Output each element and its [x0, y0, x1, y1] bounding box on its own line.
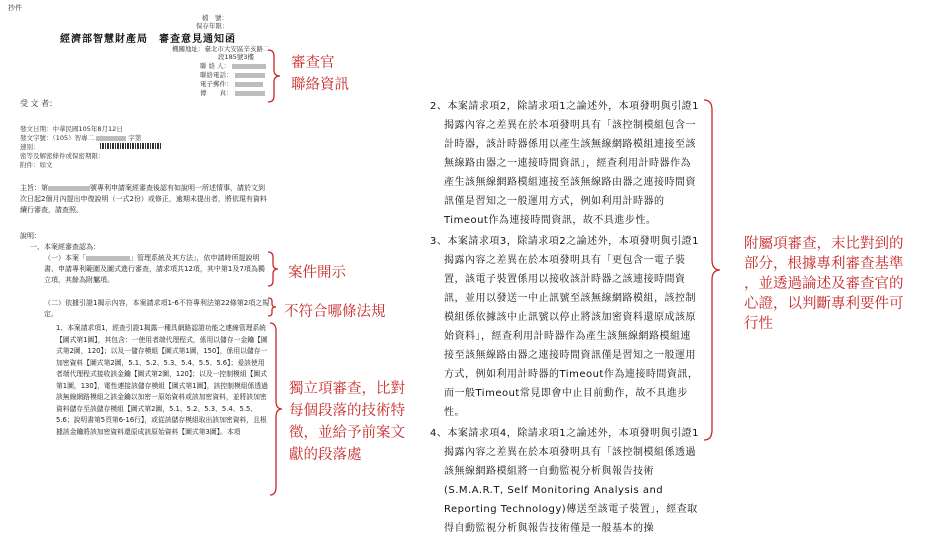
annotation-line: 聯絡資訊 [291, 77, 349, 93]
annotation-line: 獨立項審查，比對 [289, 381, 405, 397]
attachment-field: 附件：如文 [20, 161, 53, 169]
explanation-label: 說明： [20, 232, 41, 240]
annotation-dependent-review [744, 234, 904, 334]
claim-3-number: 3、 [430, 236, 448, 247]
issue-number [20, 134, 141, 143]
redaction-bar [86, 256, 130, 261]
annotation-violated-law: 不符合哪條法規 [284, 304, 386, 320]
subject-block [20, 183, 270, 216]
annotation-line: 行性 [744, 316, 773, 332]
case-disclosure-prefix: （一）本案「 [44, 254, 86, 262]
redaction-bar [235, 91, 265, 96]
brace-dependent-review [704, 100, 720, 440]
issue-number-suffix: 字第 [128, 134, 142, 142]
redaction-bar [235, 73, 265, 78]
claim-4-text: 本案請求項4，除請求項1之論述外，本項發明與引證1揭露內容之差異在於本項發明具有「該控制模組係透過該無線網路模組將一自動監視分析與報告技術(S.M.A.R.T, Self Monitoring Analysis and Reporting Technology)傳送至該電子裝置」，經查取得自動監視分析與報告技術僅是一般基本的操 [444, 428, 699, 534]
explanation-item-1: 一、本案經審查認為： [30, 243, 100, 251]
retention-label: 保存年限： [196, 22, 229, 30]
annotation-line: 部分，根據專利審查基準 [744, 256, 904, 272]
contact-person [200, 62, 266, 71]
annotation-line: 每個段落的技術特 [289, 403, 405, 419]
annotation-examiner-contact [291, 52, 349, 96]
claim-2-paragraph [430, 97, 700, 230]
email-label: 電子郵件： [200, 80, 233, 88]
recipient-label: 受 文 者： [20, 99, 58, 108]
corner-label: 抄件 [8, 4, 22, 12]
violated-law-paragraph: （二）依據引證1揭示內容，本案請求項1-6不符專利法第22條第2項之規定。 [44, 299, 270, 318]
case-disclosure-text: 」管理系統及其方法」，依申請時所提說明書、申請專利範圍及圖式進行審查，請求項共12項，其中第1及7項為獨立項，其餘為附屬項。 [44, 254, 265, 284]
claim-4-number: 4、 [430, 428, 448, 439]
contact-label: 聯 絡 人： [200, 62, 231, 70]
issue-number-label: 發文字號：（105）智專二 [20, 134, 95, 142]
redaction-bar [48, 186, 90, 191]
issue-date: 發文日期：中華民國105年8月12日 [20, 125, 123, 133]
brace-examiner-contact [268, 50, 280, 102]
claim-4-paragraph [430, 424, 700, 538]
claim-2-number: 2、 [430, 101, 448, 112]
contact-fax [200, 89, 265, 98]
claim-3-text: 本案請求項3，除請求項2之論述外，本項發明與引證1揭露內容之差異在於本項發明具有「更包含一電子裝置，該電子裝置係用以接收該計時器之該連接時間資訊，並用以發送一中止訊號至該無線網路模組，該控制模組係依據該中止訊號以停止將該加密資料還原成該原始資料」，經查利用計時器作為產生該無線網路模組連接至該無線路由器之連接時間資訊僅是習知之一般運用方式，例如利用計時器的Timeout作為連接時間資訊，而一般Timeout常見即會中止目前動作，故不具進步性。 [444, 236, 699, 418]
annotation-line: 獻的段落處 [289, 447, 362, 463]
agency-address-2: 段185號3樓 [218, 53, 255, 61]
barcode [100, 143, 162, 152]
contact-email [200, 80, 263, 89]
brace-independent-review [270, 323, 282, 495]
annotation-line: 審查官 [291, 55, 335, 71]
subject-prefix: 第 [41, 184, 48, 192]
annotation-line: ，並透過論述及審查官的 [744, 276, 904, 292]
annotation-line: 徵，並給予前案文 [289, 425, 405, 441]
annotation-line: 心證，以判斷專利要件可 [744, 296, 904, 312]
redaction-bar [232, 64, 266, 69]
speed-field: 速別： [20, 143, 40, 151]
annotation-independent-review [289, 378, 405, 466]
case-disclosure-paragraph [44, 253, 270, 286]
redaction-bar [96, 136, 126, 141]
claim-3-paragraph [430, 232, 700, 422]
claim-2-text: 本案請求項2，除請求項1之論述外，本項發明與引證1揭露內容之差異在於本項發明具有「該控制模組包含一計時器，該計時器係用以產生該無線網路模組連接至該無線路由器之一連接時間資訊」，經查利用計時器作為產生該無線網路模組連接至該無線路由器之連接時間資訊僅是習知之一般運用方式，例如利用計時器的Timeout作為連接時間資訊，故不具進步性。 [444, 101, 699, 226]
secrecy-field: 密等及解密條件或保密期限： [20, 152, 105, 160]
agency-title: 經濟部智慧財產局 審查意見通知函 [60, 34, 236, 45]
address-line1: 機關地址：臺北市大安區辛亥路二 [172, 45, 270, 53]
contact-phone [200, 71, 265, 80]
annotation-case-disclosure: 案件開示 [288, 265, 346, 281]
redaction-bar [235, 82, 263, 87]
file-number-label: 檔 號： [202, 14, 228, 22]
subject-text: 號專利申請案經審查後認有如說明一所述情事，請於文到次日起2個月內提出申復說明（一式2份）或修正，逾期未提出者，將依現有資料續行審查，請查照。 [20, 184, 267, 214]
claim-1-paragraph: 1、本案請求項1，經查引證1揭露一種具網路認證功能之連線管理系統【圖式第1圖】，其包含：一使用者端代理程式，係用以儲存一金鑰【圖式第2圖，120】；以及一儲存模組【圖式第1圖，150】，係用以儲存一加密資料【圖式第2圖，5.1、5.2、5.3、5.4、5.5、5.6】；爰該使用者端代理程式接收該金鑰【圖式第2圖，120】；以及一控制模組【圖式第1圖，130】，電性連接該儲存模組【圖式第1圖】，該控制模組係透過該無線網路模組之該金鑰以加密一原始資料或該加密資料，並將該加密資料儲存至該儲存模組【圖式第2圖，5.1、5.2、5.3、5.4、5.5、5.6；說明書第5頁第6-16行】，或從該儲存模組取出該加密資料，且根據該金鑰將該加密資料還原成該原始資料【圖式第3圖】。本項 [56, 324, 268, 436]
right-column [430, 97, 700, 538]
annotation-line: 附屬項審查，末比對到的 [744, 236, 904, 252]
phone-label: 聯絡電話： [200, 71, 233, 79]
subject-label: 主旨： [20, 184, 41, 192]
fax-label: 傳 真： [200, 89, 233, 97]
